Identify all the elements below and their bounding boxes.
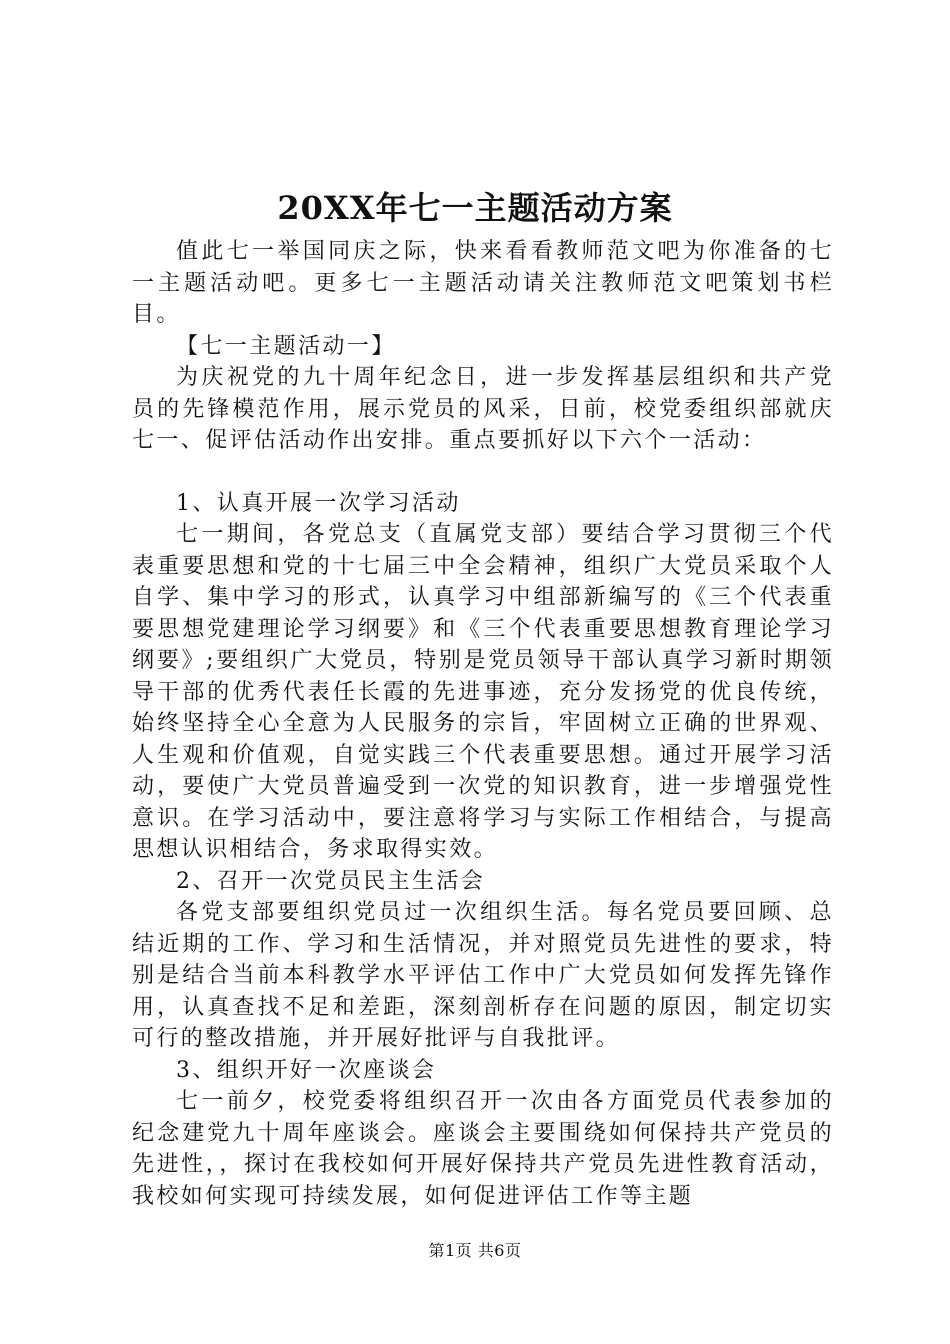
page-number-footer: 第1页 共6页 (428, 1241, 522, 1260)
section-heading-activity-one: 【七一主题活动一】 (176, 333, 396, 359)
intro-paragraph: 值此七一举国同庆之际，快来看看教师范文吧为你准备的七一主题活动吧。更多七一主题活动请关注教师范文吧策划书栏目。 (132, 239, 834, 327)
body-paragraph: 为庆祝党的九十周年纪念日，进一步发挥基层组织和共产党员的先锋模范作用，展示党员的风采，日前，校党委组织部就庆七一、促评估活动作出安排。重点要抓好以下六个一活动： (132, 365, 834, 453)
body-paragraph: 各党支部要组织党员过一次组织生活。每名党员要回顾、总结近期的工作、学习和生活情况，并对照党员先进性的要求，特别是结合当前本科教学水平评估工作中广大党员如何发挥先锋作用，认真查找不足和差距，深刻剖析存在问题的原因，制定切实可行的整改措施，并开展好批评与自我批评。 (132, 900, 834, 1051)
body-paragraph: 七一前夕，校党委将组织召开一次由各方面党员代表参加的纪念建党九十周年座谈会。座谈会主要围绕如何保持共产党员的先进性，，探讨在我校如何开展好保持共产党员先进性教育活动，我校如何实现可持续发展，如何促进评估工作等主题 (132, 1089, 834, 1209)
document-title: 20XX年七一主题活动方案 (277, 189, 673, 227)
item-heading-study: 1、认真开展一次学习活动 (176, 490, 461, 516)
document-body (132, 236, 834, 1212)
item-heading-democratic-meeting: 2、召开一次党员民主生活会 (176, 868, 486, 894)
item-heading-symposium: 3、组织开好一次座谈会 (176, 1057, 437, 1083)
body-paragraph: 七一期间，各党总支（直属党支部）要结合学习贯彻三个代表重要思想和党的十七届三中全会精神，组织广大党员采取个人自学、集中学习的形式，认真学习中组部新编写的《三个代表重要思想党建理论学习纲要》和《三个代表重要思想教育理论学习纲要》;要组织广大党员，特别是党员领导干部认真学习新时期领导干部的优秀代表任长霞的先进事迹，充分发扬党的优良传统，始终坚持全心全意为人民服务的宗旨，牢固树立正确的世界观、人生观和价值观，自觉实践三个代表重要思想。通过开展学习活动，要使广大党员普遍受到一次党的知识教育，进一步增强党性意识。在学习活动中，要注意将学习与实际工作相结合，与提高思想认识相结合，务求取得实效。 (132, 522, 834, 862)
